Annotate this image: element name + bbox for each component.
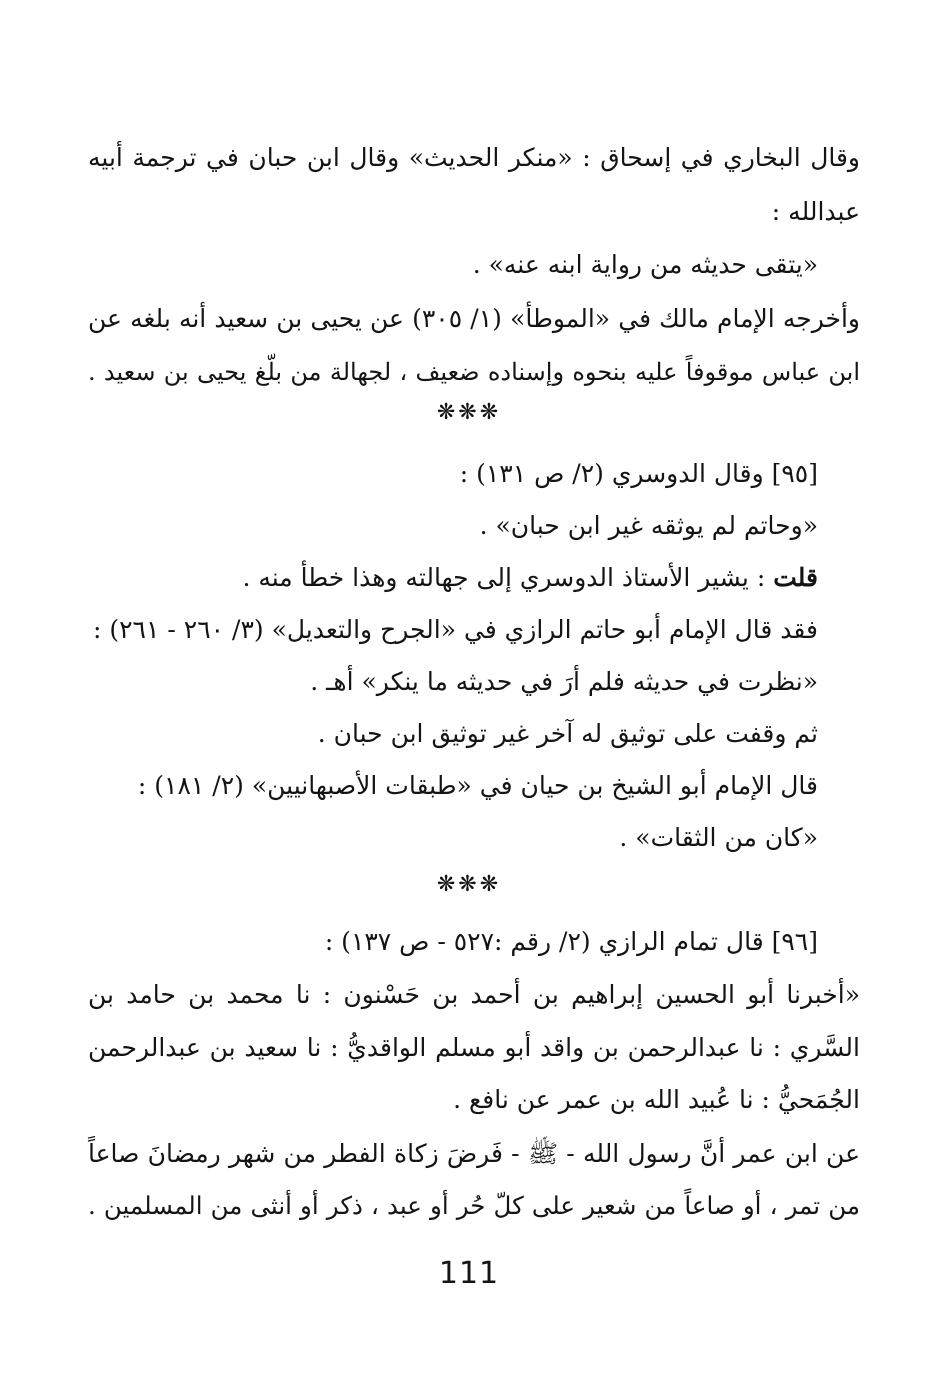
text-line: ابن عباس موقوفاً عليه بنحوه وإسناده ضعيف ، لجهالة من بلّغ يحيى بن سعيد . [88,358,860,386]
text-line: ثم وقفت على توثيق له آخر غير توثيق ابن حبان . [317,719,818,748]
qult-line [88,551,818,605]
qult-text: : يشير الأستاذ الدوسري إلى جهالته وهذا خطأ منه . [242,563,766,592]
text-line: عن ابن عمر أنَّ رسول الله - ﷺ - فَرضَ زكاة الفطر من شهر رمضانَ صاعاً [88,1139,860,1168]
section-separator: ❋❋❋ [436,872,502,897]
section-separator: ❋❋❋ [436,400,502,425]
text-line: «أخبرنا أبو الحسين إبراهيم بن أحمد بن حَسْنون : نا محمد بن حامد بن [88,980,860,1009]
text-line: «نظرت في حديثه فلم أرَ في حديثه ما ينكر» أهـ . [310,667,818,696]
qult-label: قلت [773,563,818,592]
text-line: عبدالله : [771,197,860,226]
text-line: وأخرجه الإمام مالك في «الموطأ» (١/ ٣٠٥) عن يحيى بن سعيد أنه بلغه عن [88,304,860,333]
text-line: الجُمَحيُّ : نا عُبيد الله بن عمر عن نافع . [453,1085,860,1114]
text-line: فقد قال الإمام أبو حاتم الرازي في «الجرح والتعديل» (٣/ ٢٦٠ - ٢٦١) : [93,615,818,644]
quote-line: «وحاتم لم يوثقه غير ابن حبان» . [479,511,818,540]
page-body [88,0,860,1240]
entry-96-heading: [٩٦] قال تمام الرازي (٢/ رقم :٥٢٧ - ص ١٣٧) : [324,927,818,956]
text-line: من تمر ، أو صاعاً من شعير على كلّ حُر أو عبد ، ذكر أو أنثى من المسلمين . [88,1191,860,1220]
text-line: قال الإمام أبو الشيخ بن حيان في «طبقات الأصبهانيين» (٢/ ١٨١) : [137,771,818,800]
text-line: السَّري : نا عبدالرحمن بن واقد أبو مسلم الواقديُّ : نا سعيد بن عبدالرحمن [88,1033,860,1062]
entry-95-heading: [٩٥] وقال الدوسري (٢/ ص ١٣١) : [459,459,818,488]
quote-line: «يتقى حديثه من رواية ابنه عنه» . [472,250,818,279]
text-line: وقال البخاري في إسحاق : «منكر الحديث» وقال ابن حبان في ترجمة أبيه [88,143,860,172]
page-number: 111 [438,1256,500,1291]
text-line: «كان من الثقات» . [619,823,818,852]
